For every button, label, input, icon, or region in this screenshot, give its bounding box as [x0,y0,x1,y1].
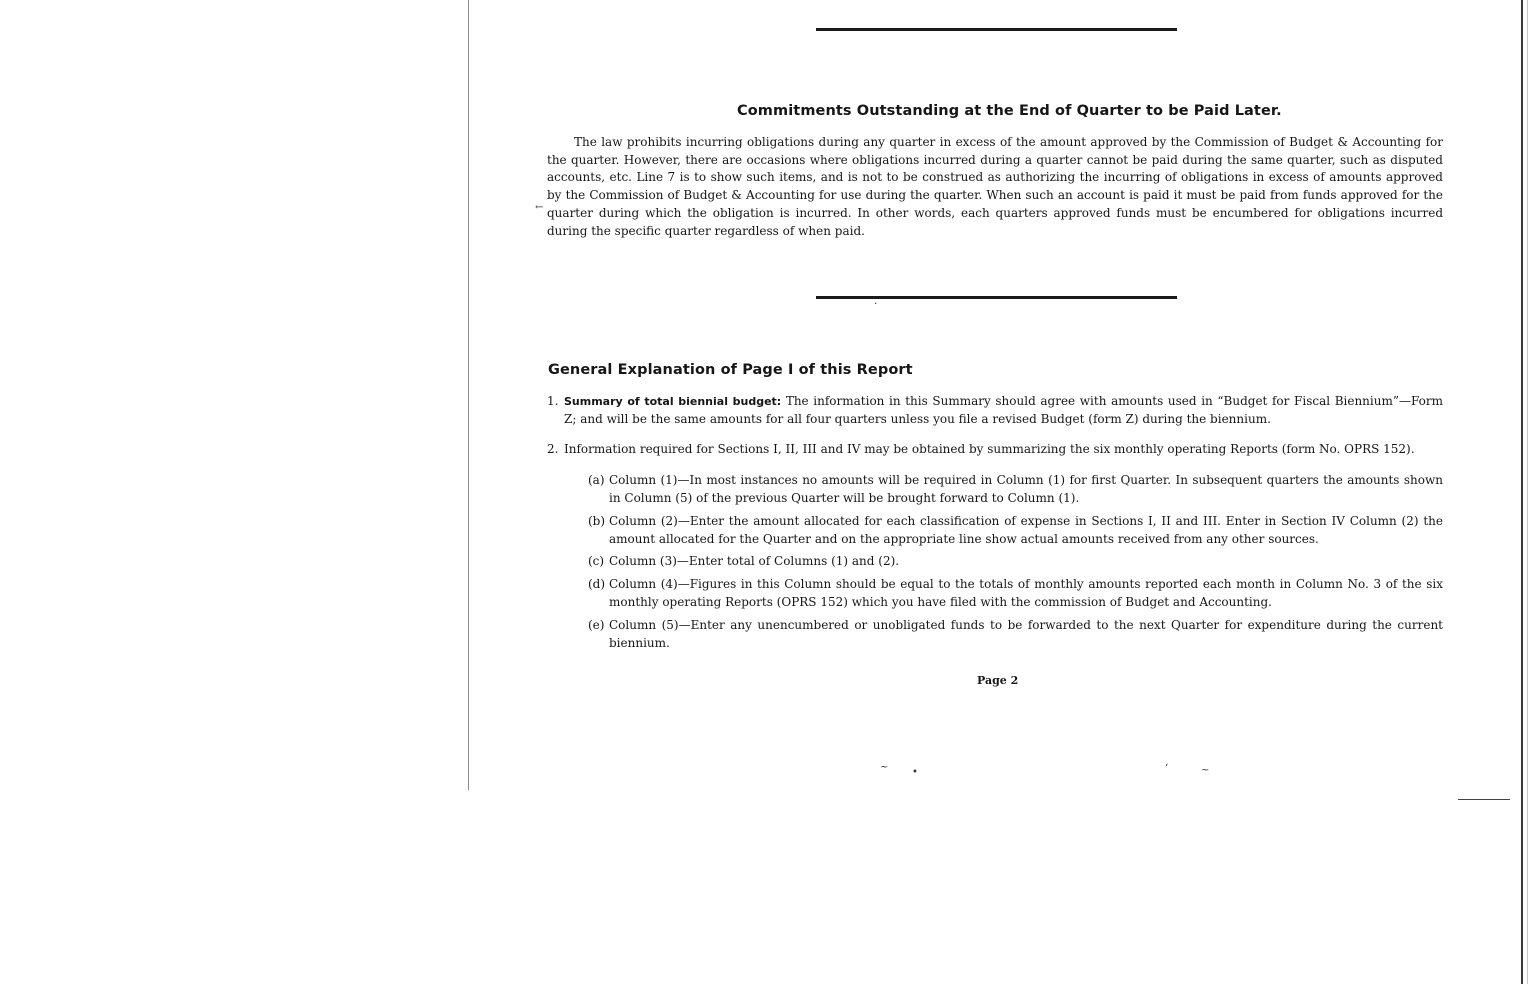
subitem-text: Column (4)—Figures in this Column should be equal to the totals of monthly amounts reported each month in Column No. 3 of the six monthly operating Reports (OPRS 152) which you have filed with the commission of Budget and Accounting. [609,577,1443,609]
column-note-a [588,472,1443,507]
subitem-letter: (b) [588,514,606,528]
item-text: The information in this Summary should agree with amounts used in “Budget for Fiscal Biennium”—Form Z; and will be the same amounts for all four quarters unless you file a revised Budget (form Z) during the biennium. [564,394,1443,426]
page-edge-shadow [1527,0,1528,984]
item-text: Information required for Sections I, II, III and IV may be obtained by summarizing the six monthly operating Reports (form No. OPRS 152). [564,442,1415,456]
item-number: 1. [547,394,559,408]
item-number: 2. [547,442,559,456]
top-divider-rule [816,28,1177,31]
subitem-letter: (e) [588,618,605,632]
scan-speck: ~ [1201,765,1210,776]
page-number: Page 2 [977,674,1019,687]
page-fold-line [468,0,469,790]
scan-speck: ~ [880,762,889,773]
column-note-c [588,553,1443,571]
subitem-letter: (c) [588,554,605,568]
subitem-text: Column (2)—Enter the amount allocated for each classification of expense in Sections I, II and III. Enter in Section IV Column (2) the amount allocated for the Quarter and on the appropriate line show actual amounts received from any other sources. [609,514,1443,546]
explanation-item-2 [547,441,1443,459]
subitem-text: Column (3)—Enter total of Columns (1) and (2). [609,554,900,568]
commitments-paragraph: The law prohibits incurring obligations during any quarter in excess of the amount approved by the Commission of Budget & Accounting for the quarter. However, there are occasions where obligations incurred during a quarter cannot be paid during the same quarter, such as disputed accounts, etc. Line 7 is to show such items, and is not to be construed as authorizing the incurring of obligations in excess of amounts approved by the Commission of Budget & Accounting for use during the quarter. When such an account is paid it must be paid from funds approved for the quarter during which the obligation is incurred. In other words, each quarters approved funds must be encumbered for obligations incurred during the specific quarter regardless of when paid. [547,135,1443,238]
column-note-e [588,617,1443,652]
page-edge-line [1521,0,1523,984]
subitem-text: Column (5)—Enter any unencumbered or unobligated funds to be forwarded to the next Quarter for expenditure during the current biennium. [609,618,1443,650]
subitem-text: Column (1)—In most instances no amounts will be required in Column (1) for first Quarter. In subsequent quarters the amounts shown in Column (5) of the previous Quarter will be brought forward to Column (1). [609,473,1443,505]
explanation-item-1 [547,393,1443,428]
subitem-letter: (a) [588,473,605,487]
scan-speck: • [912,767,918,778]
scan-speck: ‘ [1165,763,1169,774]
general-explanation-heading: General Explanation of Page I of this Report [548,362,913,378]
commitments-heading: Commitments Outstanding at the End of Quarter to be Paid Later. [737,103,1282,119]
margin-arrow-mark: ← [535,202,544,213]
page-edge-tick [1458,799,1510,800]
column-note-b [588,513,1443,548]
scan-speck: · [874,299,878,310]
subitem-letter: (d) [588,577,606,591]
column-note-d [588,576,1443,611]
middle-divider-rule [816,296,1177,299]
item-lead-label: Summary of total biennial budget: [564,395,782,408]
